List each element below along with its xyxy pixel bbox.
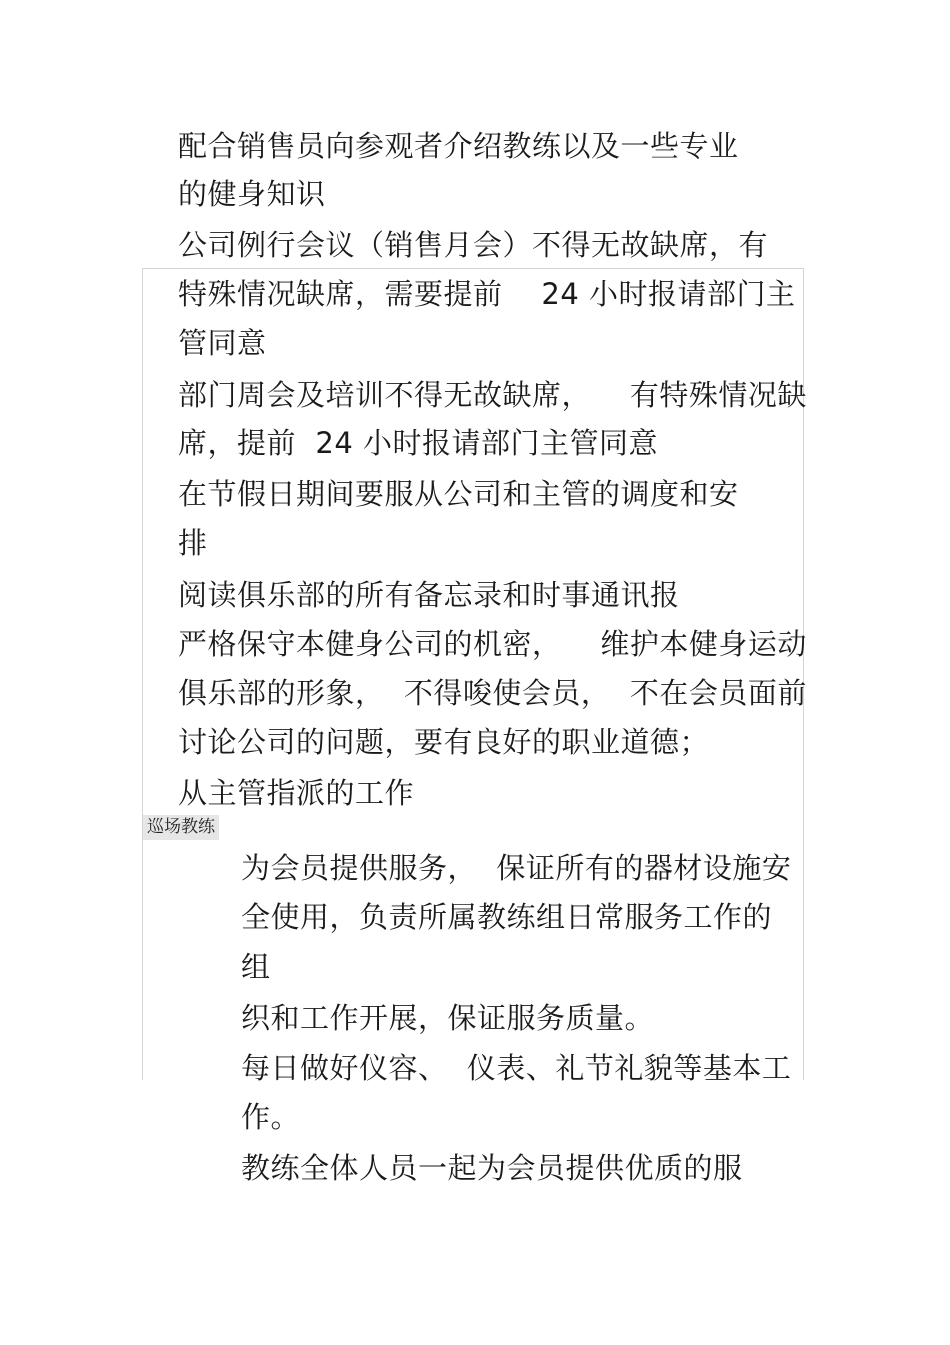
text-line: 公司例行会议（销售月会）不得无故缺席，有 [178, 228, 769, 262]
text-line: 严格保守本健身公司的机密， 维护本健身运动 [178, 627, 807, 661]
text-line: 特殊情况缺席，需要提前 24 小时报请部门主 [178, 277, 796, 311]
text-line: 每日做好仪容、 仪表、礼节礼貌等基本工 [241, 1051, 792, 1085]
text-line: 从主管指派的工作 [178, 776, 415, 810]
text-line: 阅读俱乐部的所有备忘录和时事通讯报 [178, 578, 680, 612]
text-line: 俱乐部的形象， 不得唆使会员， 不在会员面前 [178, 676, 807, 710]
text-line: 全使用，负责所属教练组日常服务工作的 [241, 900, 773, 934]
text-line: 组 [241, 950, 271, 984]
section-label: 巡场教练 [143, 815, 219, 840]
text-line: 部门周会及培训不得无故缺席， 有特殊情况缺 [178, 378, 807, 412]
text-line: 织和工作开展，保证服务质量。 [241, 1001, 655, 1035]
text-line: 的健身知识 [178, 177, 326, 211]
text-line: 在节假日期间要服从公司和主管的调度和安 [178, 477, 739, 511]
text-line: 作。 [241, 1100, 301, 1134]
text-line: 排 [178, 526, 208, 560]
text-line: 教练全体人员一起为会员提供优质的服 [241, 1151, 743, 1185]
text-line: 配合销售员向参观者介绍教练以及一些专业 [178, 129, 739, 163]
text-line: 席，提前 24 小时报请部门主管同意 [178, 426, 659, 460]
text-line: 管同意 [178, 326, 267, 360]
text-line: 为会员提供服务， 保证所有的器材设施安 [241, 851, 792, 885]
text-line: 讨论公司的问题，要有良好的职业道德； [178, 725, 710, 759]
